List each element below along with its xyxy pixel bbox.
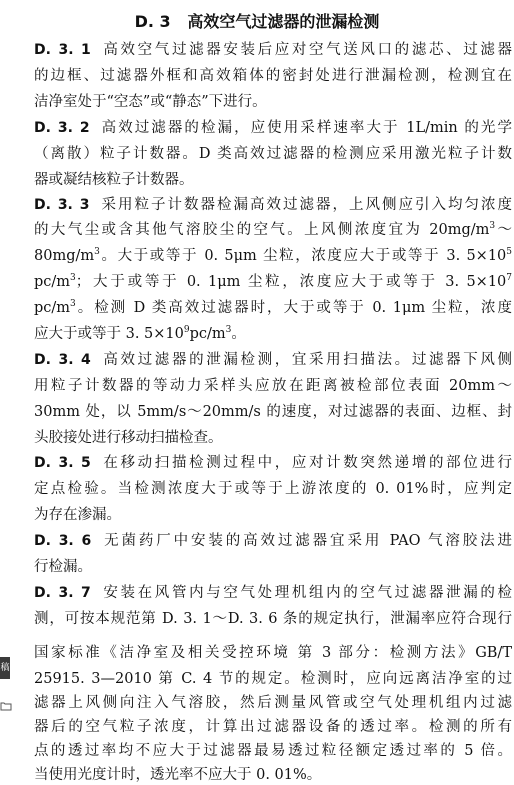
clause-line: 用粒子计数器的等动力采样头应放在距离被检部位表面 20mm～ [34,378,512,394]
clause-line: 滤器上风侧向注入气溶胶，然后测量风管或空气处理机组内过滤 [34,695,512,711]
clause-number: D. 3. 5 [34,455,91,471]
clause-number: D. 3. 2 [34,120,90,136]
clause-line: 30mm 处，以 5mm/s～20mm/s 的速度，对过滤器的表面、边框、封 [34,404,512,420]
side-panel-tab[interactable]: 稿 [0,657,10,679]
clause-number: D. 3. 7 [34,585,91,601]
clause-line: 器后的空气粒子浓度，计算出过滤器设备的透过率。检测的所有 [34,719,512,735]
clause-line: 行检漏。 [34,559,92,575]
clause-line: D. 3. 5 在移动扫描检测过程中，应对计数突然递增的部位进行 [34,455,512,471]
clause-line: 的大气尘或含其他气溶胶尘的空气。上风侧浓度宜为 $20mg/m^3\sim$ [34,221,512,238]
clause-line: 器或凝结核粒子计数器。 [34,172,194,188]
clause-line: D. 3. 7 安装在风管内与空气处理机组内的空气过滤器泄漏的检 [34,585,512,601]
clause-line: 洁净室处于“空态”或“静态”下进行。 [34,94,267,110]
clause-line: D. 3. 4 高效过滤器的泄漏检测，宜采用扫描法。过滤器下风侧 [34,352,512,368]
folder-icon[interactable] [0,697,12,709]
section-title: D. 3 高效空气过滤器的泄漏检测 [134,12,380,31]
clause-line: 当使用光度计时，透光率不应大于 0. 01%。 [34,767,322,783]
clause-number: D. 3. 3 [34,197,90,213]
clause-line: 定点检验。当检测浓度大于或等于上游浓度的 0. 01%时，应判定 [34,481,512,497]
clause-line: D. 3. 2 高效过滤器的检漏，应使用采样速率大于 1L/min 的光学 [34,120,512,136]
clause-line: D. 3. 3 采用粒子计数器检漏高效过滤器，上风侧应引入均匀浓度 [34,197,512,213]
clause-line: 25915. 3—2010 第 C. 4 节的规定。检测时，应向远离洁净室的过 [34,671,512,687]
clause-line: D. 3. 6 无菌药厂中安装的高效过滤器宜采用 PAO 气溶胶法进 [34,533,512,549]
clause-line: 国家标准《洁净室及相关受控环境 第 3 部分：检测方法》GB/T [34,645,512,661]
clause-line: 测，可按本规范第 D. 3. 1～D. 3. 6 条的规定执行，泄漏率应符合现行 [34,611,512,627]
clause-line: 的边框、过滤器外框和高效箱体的密封处进行泄漏检测，检测宜在 [34,68,512,84]
clause-line: $pc/m^3$。检测 D 类高效过滤器时，大于或等于 0. 1μm 尘粒，浓度 [34,299,512,316]
clause-line: $pc/m^3$；大于或等于 0. 1μm 尘粒，浓度应大于或等于 3. $5\times 10^7$ [34,273,512,290]
clause-line: （离散）粒子计数器。D 类高效过滤器的检测应采用激光粒子计数 [34,146,512,162]
clause-line: 点的透过率均不应大于过滤器最易透过粒径额定透过率的 5 倍。 [34,743,512,759]
clause-number: D. 3. 6 [34,533,92,549]
clause-line: 应大于或等于 3. $5\times 10^9pc/m^3$。 [34,325,246,342]
clause-line: 头胶接处进行移动扫描检查。 [34,430,223,446]
clause-line: D. 3. 1 高效空气过滤器安装后应对空气送风口的滤芯、过滤器 [34,42,512,58]
clause-line: 为存在渗漏。 [34,507,121,523]
clause-number: D. 3. 4 [34,352,91,368]
clause-number: D. 3. 1 [34,42,91,58]
clause-line: $80mg/m^3$。大于或等于 0. 5μm 尘粒，浓度应大于或等于 3. $5\times 10^5$ [34,247,512,264]
